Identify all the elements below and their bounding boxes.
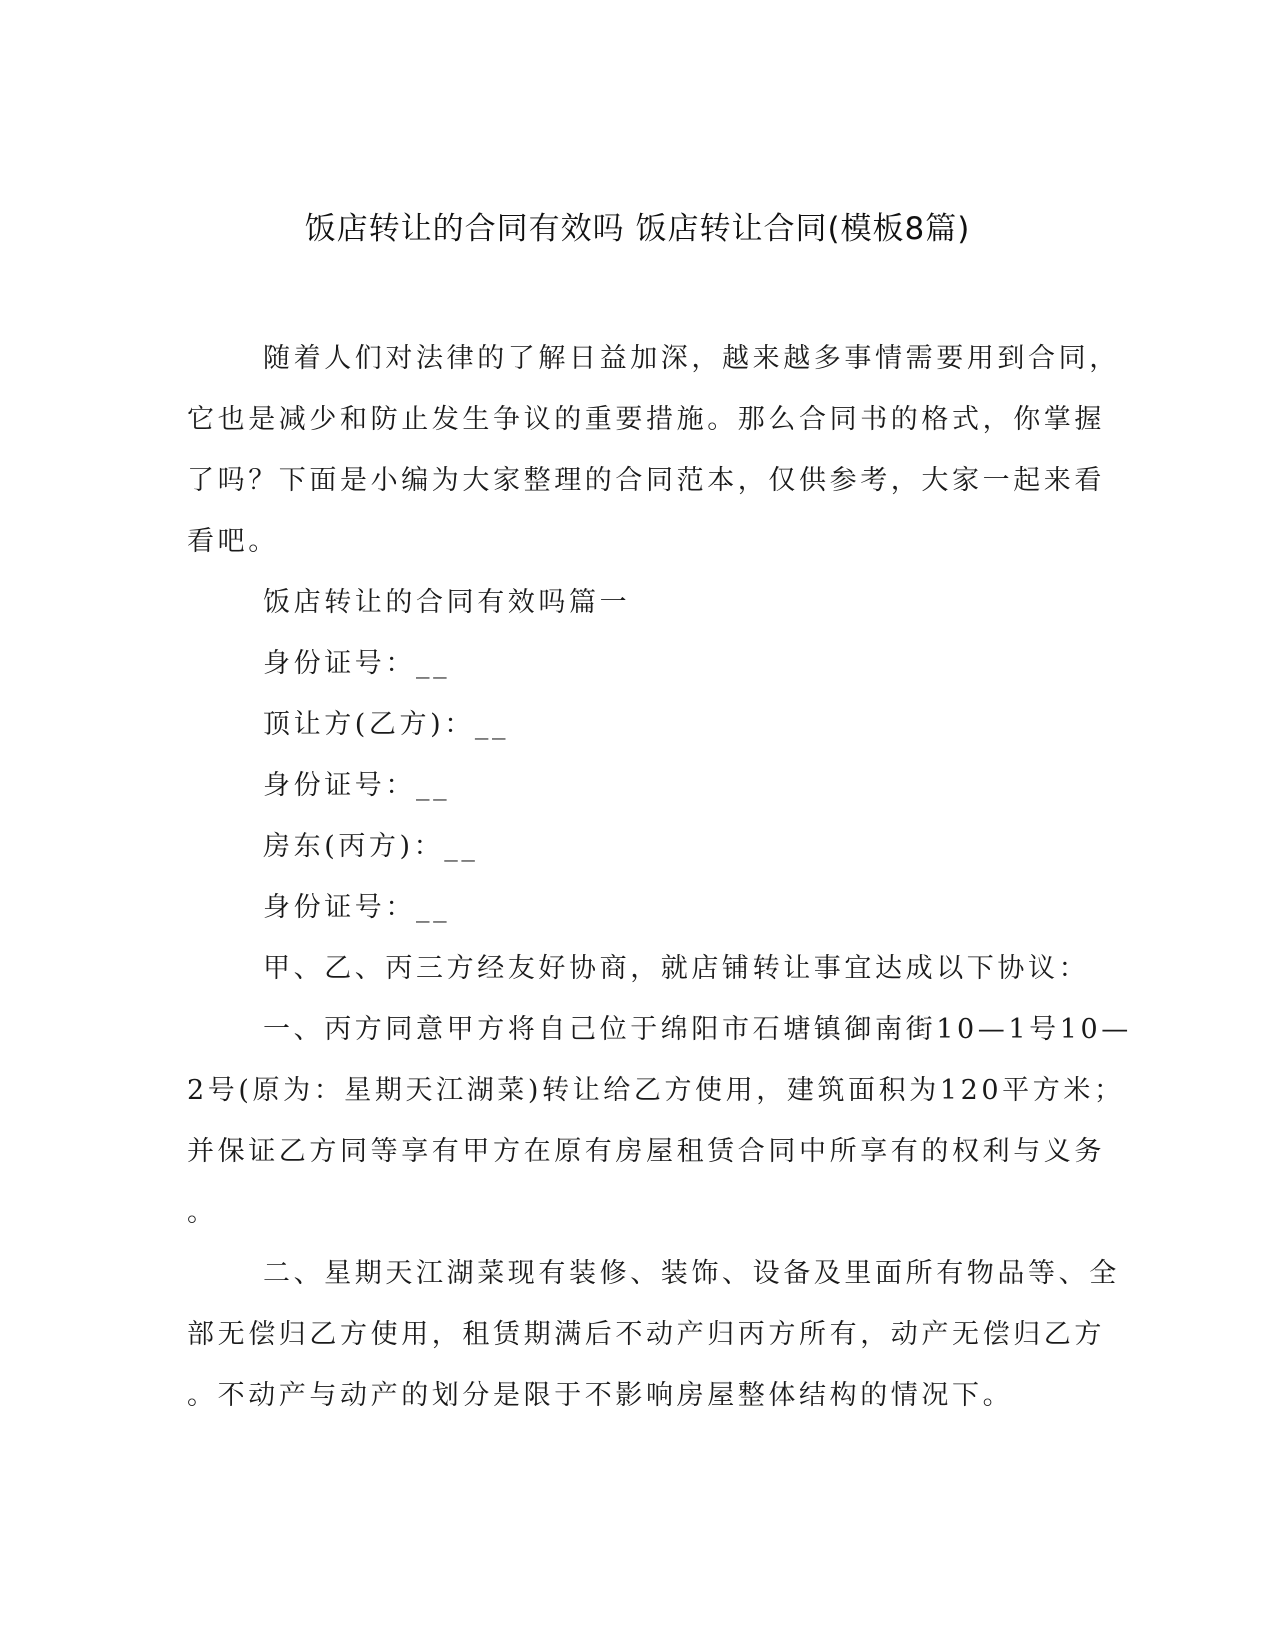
paragraph-line: 看吧。 — [187, 526, 279, 557]
paragraph-line: 它也是减少和防止发生争议的重要措施。那么合同书的格式，你掌握 — [187, 404, 1105, 435]
paragraph-line: 并保证乙方同等享有甲方在原有房屋租赁合同中所享有的权利与义务 — [187, 1136, 1105, 1167]
field-line: 顶让方(乙方)：__ — [263, 709, 510, 740]
field-line: 身份证号：__ — [263, 770, 451, 801]
section-heading: 饭店转让的合同有效吗篇一 — [263, 587, 631, 618]
paragraph-line: 2号(原为：星期天江湖菜)转让给乙方使用，建筑面积为120平方米； — [187, 1075, 1125, 1106]
paragraph-line: 二、星期天江湖菜现有装修、装饰、设备及里面所有物品等、全 — [263, 1258, 1120, 1289]
paragraph-line: 。 — [187, 1197, 218, 1228]
paragraph-line: 甲、乙、丙三方经友好协商，就店铺转让事宜达成以下协议： — [263, 953, 1090, 984]
paragraph-line: 随着人们对法律的了解日益加深，越来越多事情需要用到合同， — [263, 343, 1120, 374]
field-line: 房东(丙方)：__ — [263, 831, 479, 862]
paragraph-line: 。不动产与动产的划分是限于不影响房屋整体结构的情况下。 — [187, 1380, 1014, 1411]
field-line: 身份证号：__ — [263, 648, 451, 679]
document-body — [187, 328, 1132, 1426]
paragraph-line: 部无偿归乙方使用，租赁期满后不动产归丙方所有，动产无偿归乙方 — [187, 1319, 1105, 1350]
paragraph-line: 一、丙方同意甲方将自己位于绵阳市石塘镇御南街10—1号10— — [263, 1014, 1132, 1045]
field-line: 身份证号：__ — [263, 892, 451, 923]
paragraph-line: 了吗？下面是小编为大家整理的合同范本，仅供参考，大家一起来看 — [187, 465, 1105, 496]
document-title: 饭店转让的合同有效吗 饭店转让合同(模板8篇) — [304, 211, 971, 247]
